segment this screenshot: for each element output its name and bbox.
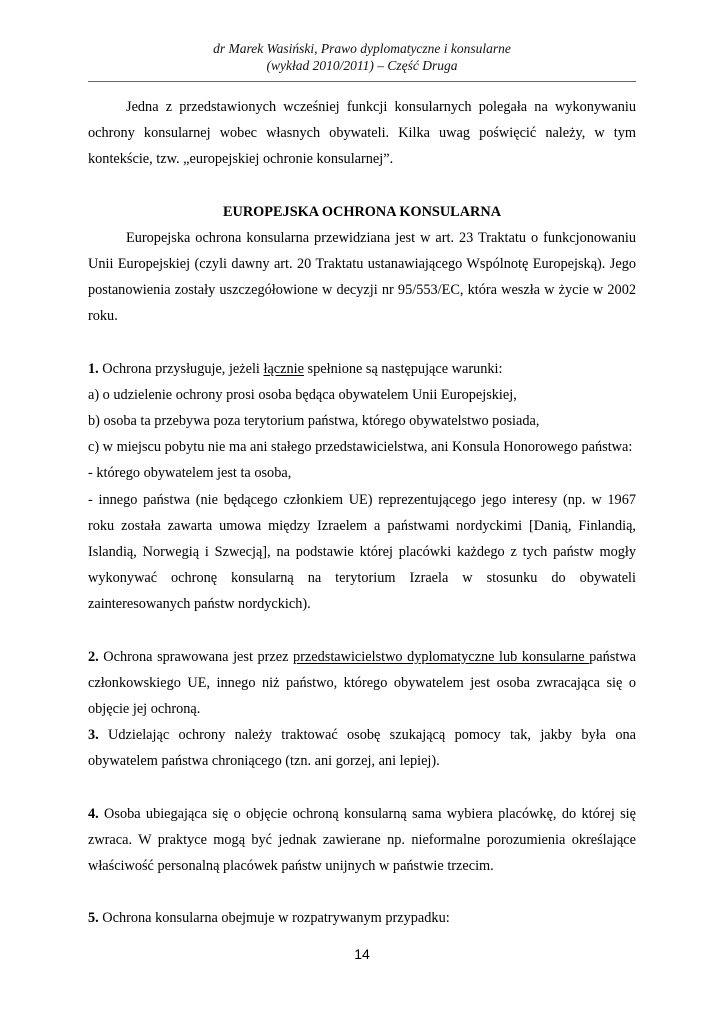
point-1-text-after: spełnione są następujące warunki: xyxy=(303,360,503,377)
spacer xyxy=(88,879,636,905)
header-line-lecture: (wykład 2010/2011) – Część Druga xyxy=(266,58,458,73)
header-divider xyxy=(88,81,636,82)
header-line-author: dr Marek Wasiński, Prawo dyplomatyczne i konsularne xyxy=(213,41,511,56)
document-body xyxy=(88,94,636,931)
point-3-number: 3. xyxy=(88,727,99,744)
point-1-condition-b: b) osoba ta przebywa poza terytorium państwa, którego obywatelstwo posiada, xyxy=(88,413,540,430)
point-5-paragraph xyxy=(88,905,636,931)
point-1-dash-item-2: - innego państwa (nie będącego członkiem UE) reprezentującego jego interesy (np. w 1967 roku została zawarta umowa między Izraelem a państwami nordyckimi [Danią, Finlandią, Islandią, Norwegią i Szwecją], na podstawie której placówki każdego z tych państw mogły wykonywać ochronę konsularną na terytorium Izraela w stosunku do obywateli zainteresowanych państw nordyckich). xyxy=(88,491,636,613)
point-1-paragraph xyxy=(88,356,636,382)
spacer xyxy=(88,618,636,644)
intro-paragraph: Jedna z przedstawionych wcześniej funkcji konsularnych polegała na wykonywaniu ochrony konsularnej wobec własnych obywateli. Kilka uwag poświęcić należy, w tym kontekście, tzw. „europejskiej ochronie konsularnej”. xyxy=(88,99,636,168)
section-intro-paragraph: Europejska ochrona konsularna przewidziana jest w art. 23 Traktatu o funkcjonowaniu Unii Europejskiej (czyli dawny art. 20 Traktatu ustanawiającego Wspólnotę Europejską). Jego postanowienia zostały uszczegółowione w decyzji nr 95/553/EC, która weszła w życie w 2002 roku. xyxy=(88,229,636,325)
point-4-text: Osoba ubiegająca się o objęcie ochroną konsularną sama wybiera placówkę, do której się zwraca. W praktyce mogą być jednak zawierane np. nieformalne porozumienia określające właściwość personalną placówek państw unijnych w państwie trzecim. xyxy=(88,805,636,875)
point-3-paragraph xyxy=(88,722,636,774)
point-4-paragraph xyxy=(88,801,636,880)
point-2-text-after: państwa członkowskiego UE, innego niż państwo, którego obywatelem jest osoba zwracająca się o objęcie jej ochroną. xyxy=(88,648,636,718)
point-1-dash-item-1: - którego obywatelem jest ta osoba, xyxy=(88,465,292,482)
spacer xyxy=(88,173,636,199)
point-1-text-before: Ochrona przysługuje, jeżeli xyxy=(98,360,264,377)
page-number: 14 xyxy=(354,946,370,962)
point-2-paragraph xyxy=(88,644,636,723)
point-4-number: 4. xyxy=(88,805,99,822)
point-3-text: Udzielając ochrony należy traktować osobę szukającą pomocy tak, jakby była ona obywatelem państwa chroniącego (tzn. ani gorzej, ani lepiej). xyxy=(88,727,636,770)
point-2-text-before: Ochrona sprawowana jest przez xyxy=(98,648,293,665)
point-5-text: Ochrona konsularna obejmuje w rozpatrywanym przypadku: xyxy=(98,910,450,927)
section-heading: EUROPEJSKA OCHRONA KONSULARNA xyxy=(222,203,502,220)
point-2-underlined-phrase: przedstawicielstwo dyplomatyczne lub konsularne xyxy=(293,648,590,665)
point-1-underlined-word: łącznie xyxy=(263,360,304,377)
point-1-condition-a: a) o udzielenie ochrony prosi osoba będąca obywatelem Unii Europejskiej, xyxy=(88,386,517,403)
point-2-number: 2. xyxy=(88,648,99,665)
point-5-number: 5. xyxy=(88,910,99,927)
point-1-number: 1. xyxy=(88,360,99,377)
point-1-condition-c: c) w miejscu pobytu nie ma ani stałego przedstawicielstwa, ani Konsula Honorowego państwa: xyxy=(88,439,633,456)
spacer xyxy=(88,330,636,356)
spacer xyxy=(88,775,636,801)
running-header xyxy=(0,40,724,74)
